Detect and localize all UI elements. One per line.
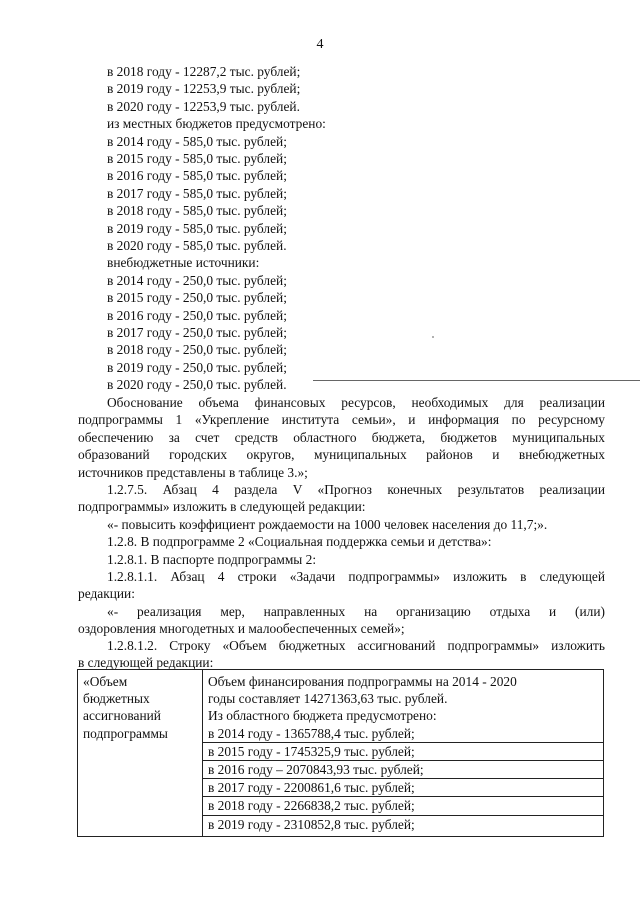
paragraph-birth-rate: «- повысить коэффициент рождаемости на 1000 человек населения до 11,7;». xyxy=(107,517,548,532)
table-row xyxy=(78,670,604,837)
paragraph-1-2-8: 1.2.8. В подпрограмме 2 «Социальная поддержка семьи и детства»: xyxy=(107,534,492,549)
text-line: 1.2.7.5. Абзац 4 раздела V «Прогноз конечных результатов реализации xyxy=(107,482,605,497)
list-heading: внебюджетные источники: xyxy=(107,255,260,270)
text-line: оздоровления многодетных и малообеспеченных семей»; xyxy=(78,621,405,636)
list-line: в 2016 году - 585,0 тыс. рублей; xyxy=(107,168,287,183)
label-line: бюджетных xyxy=(83,691,150,707)
list-line: в 2020 году - 250,0 тыс. рублей. xyxy=(107,377,287,392)
page-number: 4 xyxy=(316,37,324,52)
list-line: в 2018 году - 585,0 тыс. рублей; xyxy=(107,203,287,218)
text-line: в следующей редакции: xyxy=(78,655,214,670)
year-line: в 2015 году - 1745325,9 тыс. рублей; xyxy=(203,742,603,760)
list-line: в 2018 году - 12287,2 тыс. рублей; xyxy=(107,64,301,79)
text-line: образований городских округов, муниципальных районов и внебюджетных xyxy=(78,447,605,462)
list-line: в 2016 году - 250,0 тыс. рублей; xyxy=(107,308,287,323)
text-line: обеспечению за счет средств областного бюджета, бюджетов муниципальных xyxy=(78,430,605,445)
scan-artifact-dot xyxy=(432,336,434,338)
table-label-cell xyxy=(78,670,203,837)
text-line: подпрограммы 1 «Укрепление института семьи», и информация по ресурсному xyxy=(78,412,605,427)
year-line: в 2019 году - 2310852,8 тыс. рублей; xyxy=(203,815,603,833)
list-line: в 2014 году - 250,0 тыс. рублей; xyxy=(107,273,287,288)
list-line: в 2019 году - 585,0 тыс. рублей; xyxy=(107,221,287,236)
list-line: в 2018 году - 250,0 тыс. рублей; xyxy=(107,342,287,357)
budget-table xyxy=(77,669,604,837)
text-line: 1.2.8.1.1. Абзац 4 строки «Задачи подпрограммы» изложить в следующей xyxy=(107,569,605,584)
year-line: в 2018 году - 2266838,2 тыс. рублей; xyxy=(203,796,603,814)
list-line: в 2020 году - 12253,9 тыс. рублей. xyxy=(107,99,300,114)
text-line: Обоснование объема финансовых ресурсов, необходимых для реализации xyxy=(107,395,605,410)
paragraph-1-2-8-1: 1.2.8.1. В паспорте подпрограммы 2: xyxy=(107,552,317,567)
list-line: в 2017 году - 585,0 тыс. рублей; xyxy=(107,186,287,201)
text-line: 1.2.8.1.2. Строку «Объем бюджетных ассигнований подпрограммы» изложить xyxy=(107,638,605,653)
text-line: редакции: xyxy=(78,586,135,601)
list-line: в 2020 году - 585,0 тыс. рублей. xyxy=(107,238,287,253)
year-line: в 2016 году – 2070843,93 тыс. рублей; xyxy=(203,760,603,778)
content-line: годы составляет 14271363,63 тыс. рублей. xyxy=(208,691,448,707)
year-line: в 2014 году - 1365788,4 тыс. рублей; xyxy=(208,725,415,741)
list-line: в 2019 году - 250,0 тыс. рублей; xyxy=(107,360,287,375)
year-line: в 2017 году - 2200861,6 тыс. рублей; xyxy=(203,778,603,796)
list-line: в 2017 году - 250,0 тыс. рублей; xyxy=(107,325,287,340)
list-line: в 2015 году - 250,0 тыс. рублей; xyxy=(107,290,287,305)
label-line: подпрограммы xyxy=(83,725,168,741)
content-line: Объем финансирования подпрограммы на 2014 - 2020 xyxy=(208,674,517,689)
scan-artifact-line xyxy=(313,380,640,381)
text-line: подпрограммы» изложить в следующей редакции: xyxy=(78,499,366,514)
list-heading: из местных бюджетов предусмотрено: xyxy=(107,116,326,131)
text-line: источников представлены в таблице 3.»; xyxy=(78,465,308,480)
label-line: ассигнований xyxy=(83,708,161,724)
label-line: «Объем xyxy=(83,674,128,689)
text-line: «- реализация мер, направленных на организацию отдыха и (или) xyxy=(107,604,605,619)
table-content-cell xyxy=(203,670,604,837)
list-line: в 2019 году - 12253,9 тыс. рублей; xyxy=(107,81,301,96)
list-line: в 2015 году - 585,0 тыс. рублей; xyxy=(107,151,287,166)
list-line: в 2014 году - 585,0 тыс. рублей; xyxy=(107,134,287,149)
content-line: Из областного бюджета предусмотрено: xyxy=(208,708,437,724)
